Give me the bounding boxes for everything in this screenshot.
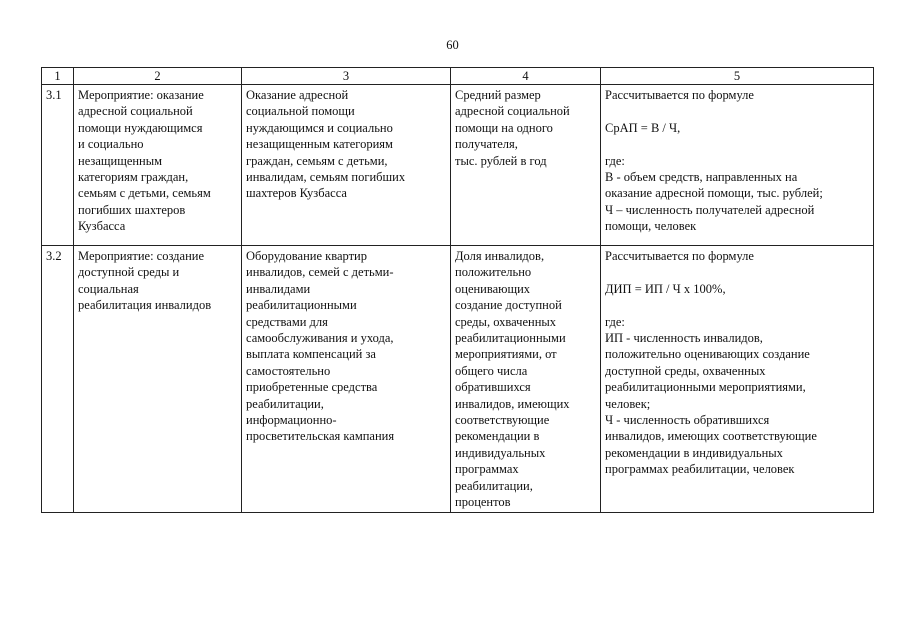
table-row (42, 85, 874, 246)
description-cell: Оборудование квартир инвалидов, семей с детьми- инвалидами реабилитационными средствами для самообслуживания и ухода, выплата компенсаций за самостоятельно приобретенные средства реабилитации, информационно- просветительская кампания (242, 246, 451, 513)
table-row (42, 246, 874, 513)
calculation-method-cell: Рассчитывается по формуле ДИП = ИП / Ч х 100%, где: ИП - численность инвалидов, положительно оценивающих создание доступной среды, охваченных реабилитационными мероприятиями, человек; Ч - численность обратившихся инвалидов, имеющих соответствующие рекомендации в индивидуальных программах реабилитации, человек (601, 246, 874, 513)
column-header-4: 4 (451, 68, 601, 85)
row-number-cell: 3.2 (42, 246, 74, 513)
column-header-5: 5 (601, 68, 874, 85)
indicator-cell: Доля инвалидов, положительно оценивающих создание доступной среды, охваченных реабилитационными мероприятиями, от общего числа обратившихся инвалидов, имеющих соответствующие рекомендации в индивидуальных программах реабилитации, процентов (451, 246, 601, 513)
column-header-3: 3 (242, 68, 451, 85)
description-cell: Оказание адресной социальной помощи нуждающимся и социально незащищенным категориям граждан, семьям с детьми, инвалидам, семьям погибших шахтеров Кузбасса (242, 85, 451, 246)
event-cell: Мероприятие: создание доступной среды и социальная реабилитация инвалидов (74, 246, 242, 513)
column-header-2: 2 (74, 68, 242, 85)
indicators-table (41, 67, 874, 513)
column-header-1: 1 (42, 68, 74, 85)
event-cell: Мероприятие: оказание адресной социальной помощи нуждающимся и социально незащищенным категориям граждан, семьям с детьми, семьям погибших шахтеров Кузбасса (74, 85, 242, 246)
table-header-row (42, 68, 874, 85)
row-number-cell: 3.1 (42, 85, 74, 246)
page-number: 60 (446, 38, 459, 52)
calculation-method-cell: Рассчитывается по формуле СрАП = В / Ч, где: В - объем средств, направленных на оказание адресной помощи, тыс. рублей; Ч – численность получателей адресной помощи, человек (601, 85, 874, 246)
indicator-cell: Средний размер адресной социальной помощи на одного получателя, тыс. рублей в год (451, 85, 601, 246)
